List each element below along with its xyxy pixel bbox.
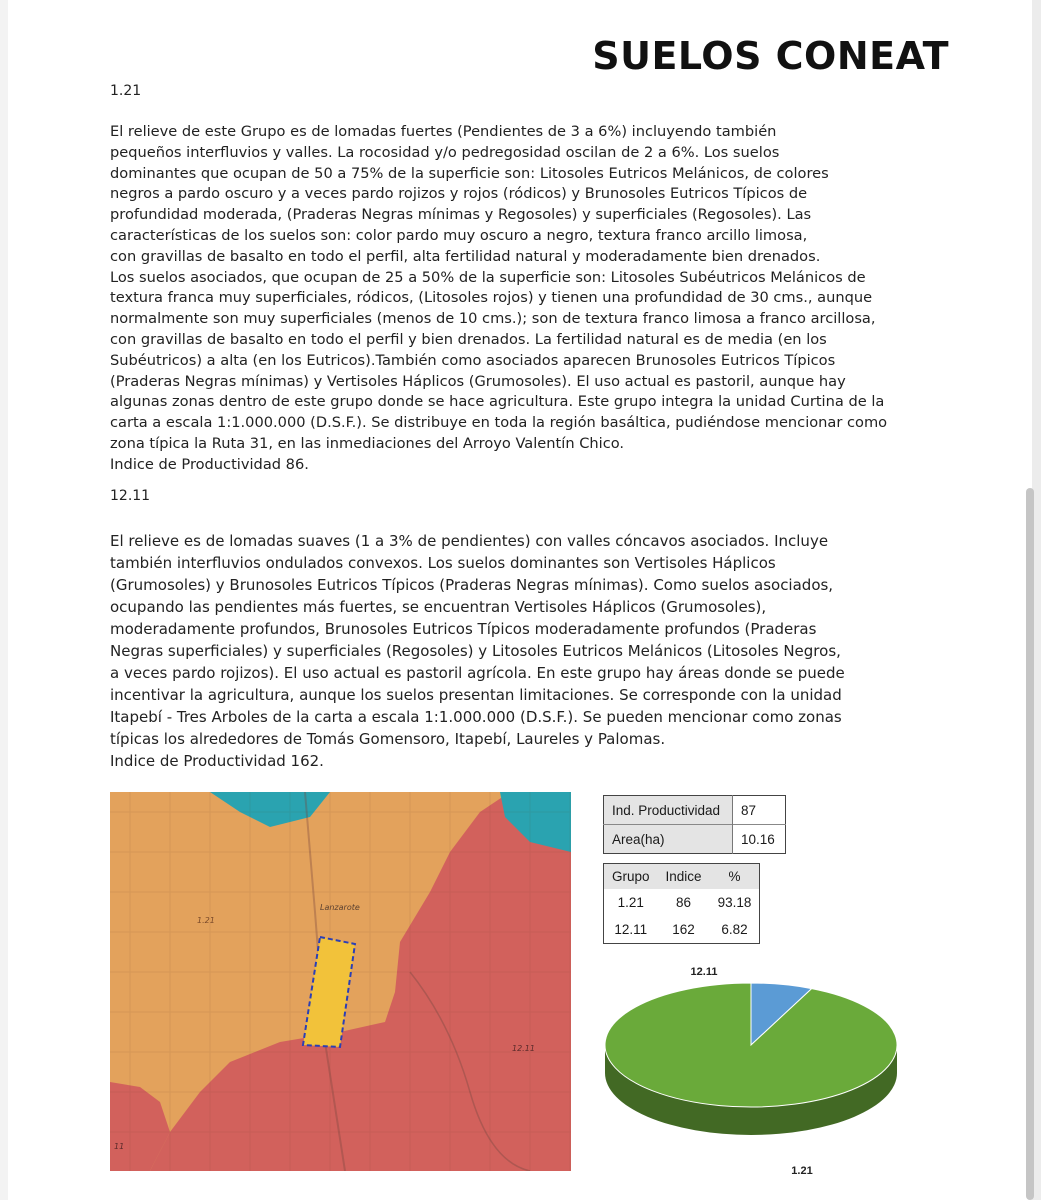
pie-label-1.21: 1.21 bbox=[791, 1165, 813, 1177]
summary-label: Area(ha) bbox=[604, 825, 733, 854]
summary-value: 10.16 bbox=[733, 825, 786, 854]
column-header: Indice bbox=[658, 864, 710, 890]
map-label-11: 11 bbox=[114, 1142, 125, 1151]
pie-chart bbox=[600, 960, 910, 1180]
map-label-12-11: 12.11 bbox=[512, 1044, 535, 1053]
group-code-1: 1.21 bbox=[110, 83, 142, 99]
table-cell: 93.18 bbox=[717, 895, 752, 910]
pie-label-12.11: 12.11 bbox=[690, 966, 718, 978]
map-label-1-21: 1.21 bbox=[197, 916, 215, 925]
table-row bbox=[604, 825, 786, 854]
table-cell: 86 bbox=[676, 895, 692, 910]
page-title: SUELOS CONEAT bbox=[592, 34, 949, 78]
scrollbar-thumb[interactable] bbox=[1026, 488, 1034, 1200]
table-row bbox=[604, 796, 786, 825]
table-header-row bbox=[604, 864, 760, 890]
summary-value: 87 bbox=[741, 802, 757, 818]
table-row bbox=[604, 889, 760, 916]
column-header: % bbox=[710, 864, 760, 890]
group-table bbox=[603, 863, 760, 944]
table-cell: 1.21 bbox=[617, 895, 644, 910]
table-cell: 12.11 bbox=[614, 922, 648, 937]
group-description-2: El relieve es de lomadas suaves (1 a 3% de pendientes) con valles cóncavos asociados. Incluye también interfluvios ondulados convexos. Los suelos dominantes son Vertisoles Háplicos (Grumosoles) y Brunosoles Eutricos Típicos (Praderas Negras mínimas). Como suelos asociados, ocupando las pendientes más fuertes, se encuentran Vertisoles Háplicos (Grumosoles), moderadamente profundos, Brunosoles Eutricos Típicos moderadamente profundos (Praderas Negras superficiales) y superficiales (Regosoles) y Litosoles Eutricos Melánicos (Litosoles Negros, a veces pardo rojizos). El uso actual es pastoril agrícola. En este grupo hay áreas donde se puede incentivar la agricultura, aunque los suelos presentan limitaciones. Se corresponde con la unidad Itapebí - Tres Arboles de la carta a escala 1:1.000.000 (D.S.F.). Se pueden mencionar como zonas típicas los alrededores de Tomás Gomensoro, Itapebí, Laureles y Palomas. Indice de Productividad 162. bbox=[110, 532, 845, 770]
group-code-2: 12.11 bbox=[110, 488, 151, 504]
table-cell: 162 bbox=[672, 922, 695, 937]
summary-label: Ind. Productividad bbox=[604, 796, 733, 825]
group-description-1: El relieve de este Grupo es de lomadas fuertes (Pendientes de 3 a 6%) incluyendo también pequeños interfluvios y valles. La rocosidad y/o pedregosidad oscilan de 2 a 6%. Los suelos dominantes que ocupan de 50 a 75% de la superficie son: Litosoles Eutricos Melánicos, de colores negros a pardo oscuro y a veces pardo rojizos y rojos (ródicos) y Brunosoles Eutricos Típicos de profundidad moderada, (Praderas Negras mínimas y Regosoles) y superficiales (Regosoles). Las características de los suelos son: color pardo muy oscuro a negro, textura franco arcillo limosa, con gravillas de basalto en todo el perfil, alta fertilidad natural y moderadamente bien drenados. Los suelos asociados, que ocupan de 25 a 50% de la superficie son: Litosoles Subéutricos Melánicos de textura franca muy superficiales, ródicos, (Litosoles rojos) y tienen una profundidad de 30 cms., aunque normalmente son muy superficiales (menos de 10 cms.); son de textura franco limosa a franco arcillosa, con gravillas de basalto en todo el perfil y bien drenados. La fertilidad natural es de media (en los Subéutricos) a alta (en los Eutricos).También como asociados aparecen Brunosoles Eutricos Típicos (Praderas Negras mínimas) y Vertisoles Háplicos (Grumosoles). El uso actual es pastoril, aunque hay algunas zonas dentro de este grupo donde se hace agricultura. Este grupo integra la unidad Curtina de la carta a escala 1:1.000.000 (D.S.F.). Se distribuye en toda la región basáltica, pudiéndose mencionar como zona típica la Ruta 31, en las inmediaciones del Arroyo Valentín Chico. Indice de Productividad 86. bbox=[110, 123, 888, 473]
pie-slice-1.21 bbox=[605, 983, 897, 1107]
table-cell: 6.82 bbox=[721, 922, 748, 937]
map-road-label: Lanzarote bbox=[320, 903, 360, 912]
table-row bbox=[604, 916, 760, 944]
soil-map[interactable] bbox=[110, 792, 571, 1171]
column-header: Grupo bbox=[604, 864, 658, 890]
summary-table bbox=[603, 795, 786, 854]
